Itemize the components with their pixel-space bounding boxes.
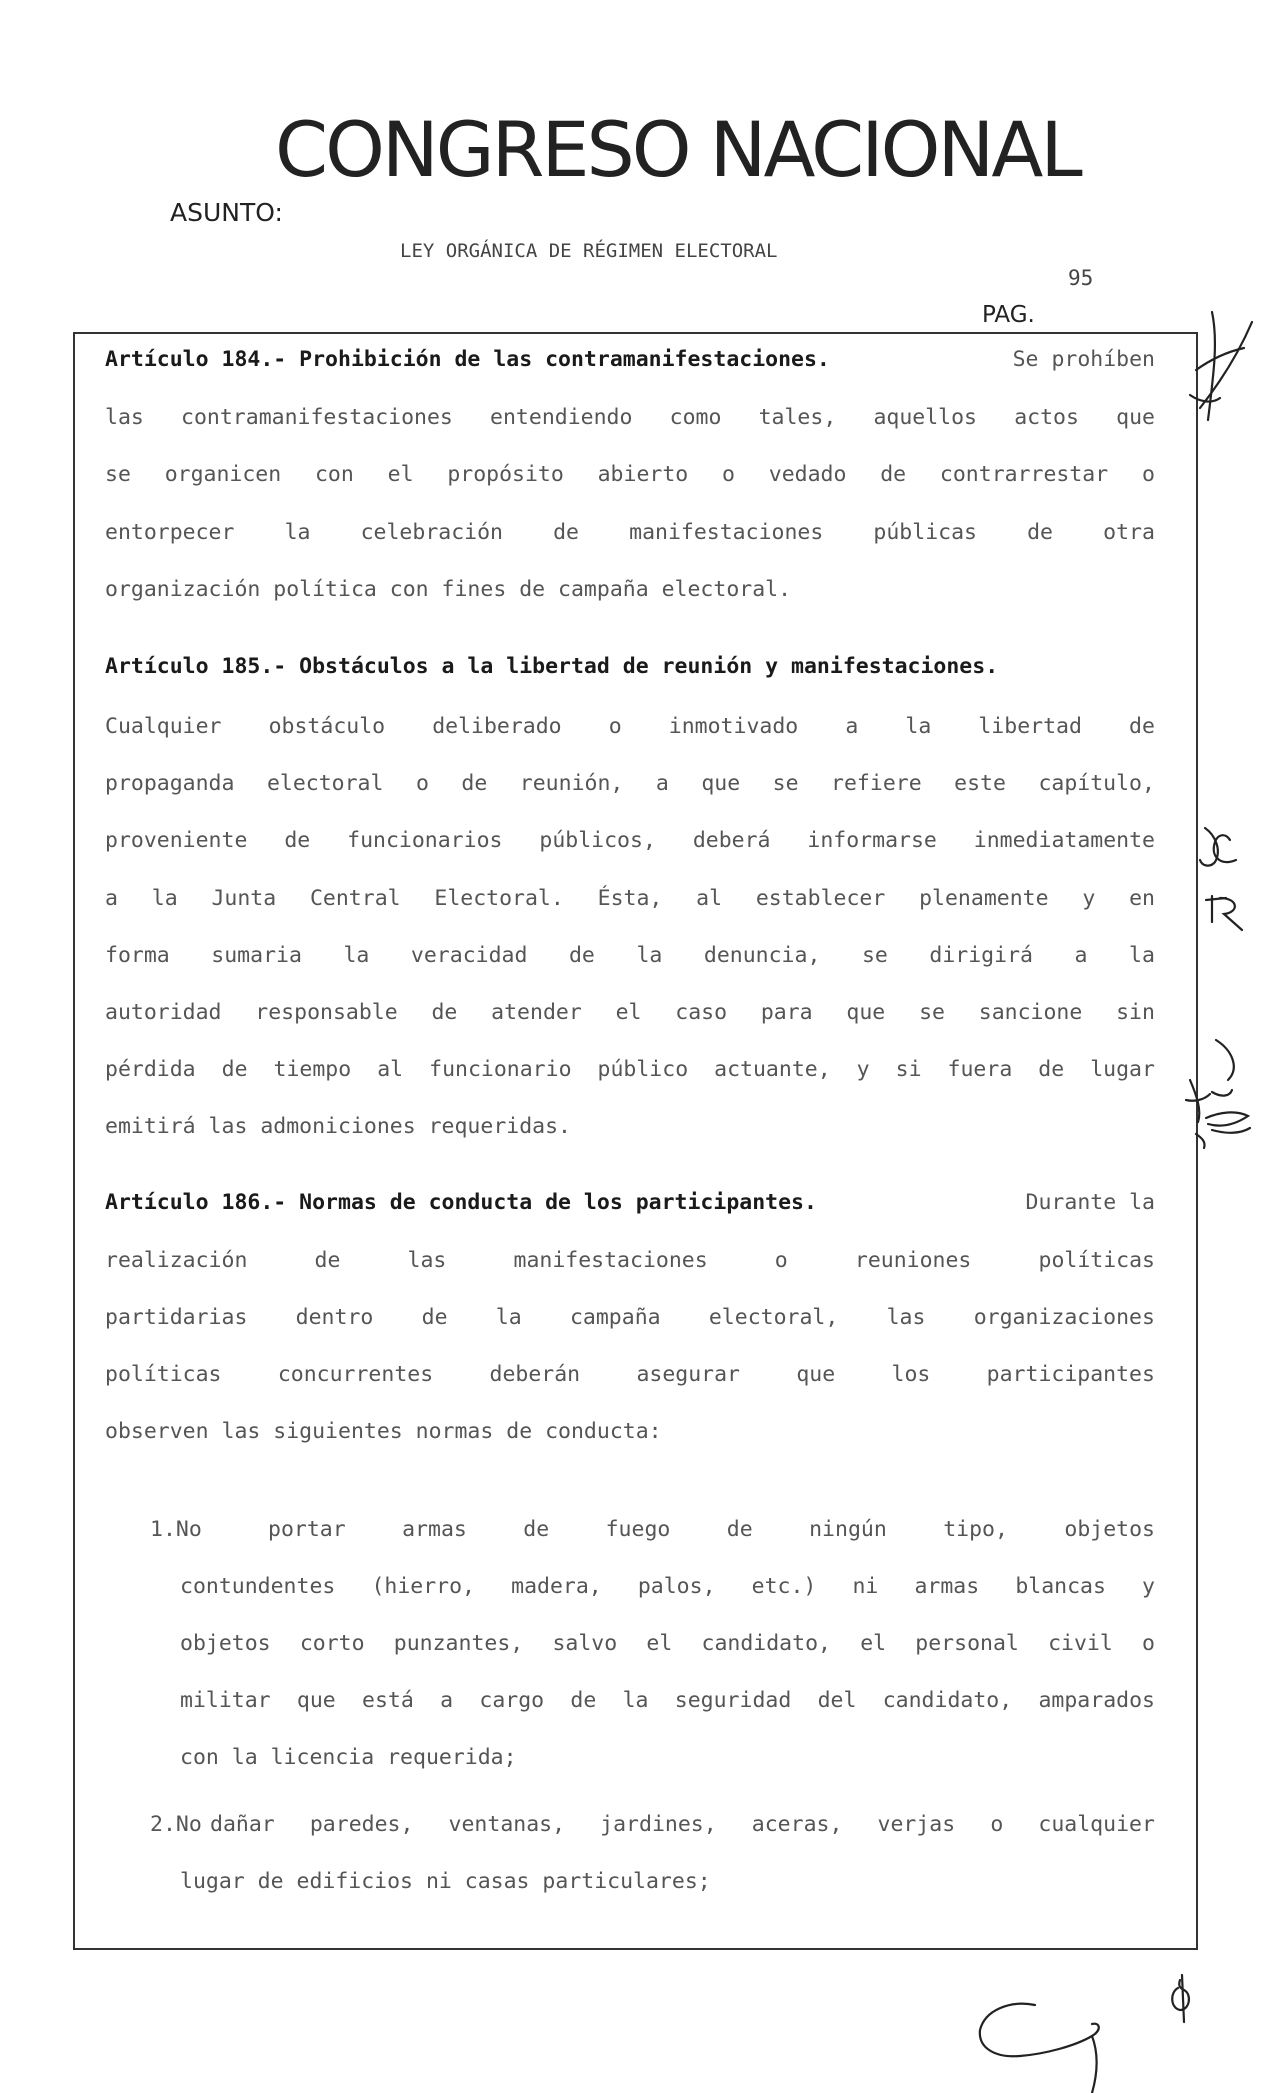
word: propaganda (105, 771, 235, 796)
word: manifestaciones (513, 1248, 708, 1273)
word: este (954, 771, 1006, 796)
word: candidato, (882, 1688, 1013, 1713)
word: que (296, 1688, 336, 1713)
word: deliberado (432, 714, 562, 739)
word: objetos (1064, 1517, 1155, 1542)
word: cargo (479, 1688, 545, 1713)
word: armas (402, 1517, 467, 1542)
word: funcionarios (347, 828, 503, 853)
page-number: 95 (1068, 266, 1094, 290)
word: inmotivado (668, 714, 799, 739)
word: proveniente (105, 828, 248, 853)
word: fuera (947, 1057, 1013, 1082)
word: de (1038, 1057, 1065, 1082)
word: la (622, 1688, 649, 1713)
word: responsable (255, 1000, 398, 1025)
word: dirigirá (929, 943, 1033, 968)
list-item-line: lugar de edificios ni casas particulares; (180, 1869, 711, 1894)
word: madera, (511, 1574, 602, 1599)
word: públicos, (539, 828, 656, 853)
word: Central (309, 886, 401, 911)
signature-mark-top (1190, 312, 1252, 420)
word: de (314, 1248, 341, 1273)
word: se (919, 1000, 945, 1025)
word: veracidad (410, 943, 528, 968)
word: aceras, (751, 1812, 843, 1837)
pag-label: PAG. (982, 302, 1035, 328)
word: la (636, 943, 663, 968)
word: de (431, 1000, 458, 1025)
document-subject: LEY ORGÁNICA DE RÉGIMEN ELECTORAL (400, 240, 778, 262)
word: caso (675, 1000, 728, 1025)
word: manifestaciones (629, 520, 824, 545)
word: contrarrestar (939, 462, 1109, 487)
word: capítulo, (1038, 771, 1155, 796)
word: otra (1103, 520, 1155, 545)
word: se (861, 943, 888, 968)
initials-mark-middle (1200, 828, 1242, 930)
word: la (343, 943, 370, 968)
word: ningún (809, 1517, 887, 1542)
word: los (891, 1362, 931, 1387)
word: entendiendo (490, 405, 633, 430)
word: si (895, 1057, 922, 1082)
word: o (608, 714, 622, 739)
word: tiempo (273, 1057, 352, 1082)
article-185-line: emitirá las admoniciones requeridas. (105, 1114, 571, 1139)
word: que (701, 771, 741, 796)
page-title: CONGRESO NACIONAL (275, 105, 1080, 194)
word: tales, (758, 405, 837, 430)
word: y (856, 1057, 870, 1082)
word: campaña (569, 1305, 661, 1330)
word: plenamente (919, 886, 1049, 911)
word: propósito (447, 462, 564, 487)
word: (hierro, (371, 1574, 476, 1599)
word: deberá (692, 828, 771, 853)
word: de (726, 1517, 753, 1542)
word: de (1129, 714, 1155, 739)
word: público (597, 1057, 689, 1082)
word: o (415, 771, 429, 796)
word: dentro (295, 1305, 374, 1330)
word: abierto (597, 462, 689, 487)
word: o (1142, 462, 1155, 487)
article-185-title: Artículo 185.- Obstáculos a la libertad de reunión y manifestaciones. (105, 654, 999, 679)
word: o (774, 1248, 788, 1273)
word: o (1142, 1631, 1155, 1656)
word: la (1129, 943, 1155, 968)
word: realización (105, 1248, 248, 1273)
word: que (1116, 405, 1155, 430)
word: de (568, 943, 595, 968)
word: como (669, 405, 722, 430)
word: al (377, 1057, 404, 1082)
word: palos, (637, 1574, 716, 1599)
word: Electoral. (434, 886, 564, 911)
word: reuniones (854, 1248, 972, 1273)
word: políticas (105, 1362, 222, 1387)
word: actuante, (714, 1057, 831, 1082)
word: inmediatamente (973, 828, 1155, 853)
list-item-line: con la licencia requerida; (180, 1745, 517, 1770)
word: actos (1014, 405, 1079, 430)
word: el (387, 462, 414, 487)
word: a (845, 714, 859, 739)
word: portar (268, 1517, 346, 1542)
word: paredes, (309, 1812, 414, 1837)
word: funcionario (429, 1057, 572, 1082)
word: públicas (873, 520, 977, 545)
word: la (151, 886, 178, 911)
word: asegurar (636, 1362, 740, 1387)
word: civil (1048, 1631, 1113, 1656)
word: la (284, 520, 311, 545)
word: a (440, 1688, 454, 1713)
word: punzantes, (393, 1631, 524, 1656)
word: Ésta, (597, 886, 663, 911)
word: en (1129, 886, 1155, 911)
word: autoridad (105, 1000, 222, 1025)
word: o (722, 462, 735, 487)
word: las (105, 405, 144, 430)
word: personal (915, 1631, 1019, 1656)
word: establecer (755, 886, 886, 911)
word: etc.) (751, 1574, 817, 1599)
word: entorpecer (105, 520, 235, 545)
word: el (646, 1631, 673, 1656)
word: participantes (986, 1362, 1155, 1387)
word: de (284, 828, 311, 853)
word: partidarias (105, 1305, 248, 1330)
word: de (880, 462, 907, 487)
word: electoral (266, 771, 384, 796)
list-item-number: 2.No (150, 1812, 202, 1837)
word: fuego (605, 1517, 671, 1542)
article-184-line: organización política con fines de campaña electoral. (105, 577, 792, 602)
word: jardines, (600, 1812, 717, 1837)
word: a (105, 886, 118, 911)
word: amparados (1038, 1688, 1155, 1713)
word: sumaria (211, 943, 302, 968)
word: reunión, (519, 771, 624, 796)
word: que (796, 1362, 836, 1387)
word: denuncia, (703, 943, 821, 968)
word: al (696, 886, 723, 911)
word: pérdida (105, 1057, 196, 1082)
word: corto (299, 1631, 365, 1656)
asunto-label: ASUNTO: (170, 198, 283, 227)
word: a (1074, 943, 1088, 968)
word: de (523, 1517, 550, 1542)
word: sancione (978, 1000, 1083, 1025)
word: Cualquier (105, 714, 222, 739)
word: ventanas, (448, 1812, 566, 1837)
word: armas (914, 1574, 980, 1599)
word: de (461, 771, 488, 796)
word: militar (180, 1688, 271, 1713)
word: aquellos (873, 405, 978, 430)
word: que (846, 1000, 886, 1025)
word: forma (105, 943, 170, 968)
word: o (990, 1812, 1004, 1837)
word: libertad (978, 714, 1082, 739)
word: está (362, 1688, 414, 1713)
word: el (860, 1631, 887, 1656)
word: concurrentes (277, 1362, 434, 1387)
word: candidato, (701, 1631, 831, 1656)
word: con (314, 462, 354, 487)
word: el (615, 1000, 642, 1025)
word: seguridad (674, 1688, 792, 1713)
word: dañar (210, 1812, 275, 1837)
word: celebración (360, 520, 503, 545)
word: las (886, 1305, 926, 1330)
word: a (655, 771, 669, 796)
word: y (1082, 886, 1096, 911)
article-186-line: observen las siguientes normas de conducta: (105, 1419, 662, 1444)
word: la (495, 1305, 522, 1330)
word: de (553, 520, 579, 545)
word: se (105, 462, 131, 487)
word: contundentes (180, 1574, 336, 1599)
word: lugar (1090, 1057, 1155, 1082)
article-184-title: Artículo 184.- Prohibición de las contramanifestaciones. (105, 347, 830, 372)
word: para (760, 1000, 813, 1025)
article-184-text: Se prohíben (1012, 347, 1155, 372)
word: verjas (877, 1812, 956, 1837)
word: contramanifestaciones (181, 405, 453, 430)
word: salvo (552, 1631, 618, 1656)
word: y (1142, 1574, 1155, 1599)
word: Junta (211, 886, 277, 911)
word: blancas (1015, 1574, 1106, 1599)
word: del (817, 1688, 857, 1713)
word: cualquier (1038, 1812, 1155, 1837)
initials-mark-rotated (1186, 1080, 1210, 1148)
word: informarse (807, 828, 937, 853)
article-186-text: Durante la (1025, 1190, 1155, 1215)
word: de (221, 1057, 248, 1082)
word: políticas (1038, 1248, 1155, 1273)
word: organicen (164, 462, 282, 487)
word: de (1027, 520, 1053, 545)
word: vedado (768, 462, 847, 487)
word: atender (491, 1000, 582, 1025)
word: las (407, 1248, 447, 1273)
signature-mark-bottom (980, 2004, 1099, 2093)
word: de (570, 1688, 597, 1713)
mark-bottom-right (1172, 1975, 1189, 2022)
word: electoral, (708, 1305, 839, 1330)
word: objetos (180, 1631, 271, 1656)
article-186-title: Artículo 186.- Normas de conducta de los participantes. (105, 1190, 817, 1215)
word: tipo, (943, 1517, 1008, 1542)
word: se (772, 771, 799, 796)
word: organizaciones (973, 1305, 1155, 1330)
initials-mark-lower (1206, 1040, 1250, 1133)
word: ni (852, 1574, 879, 1599)
word: obstáculo (268, 714, 386, 739)
word: deberán (489, 1362, 581, 1387)
word: de (421, 1305, 448, 1330)
word: la (905, 714, 932, 739)
list-item-number: 1.No (150, 1517, 202, 1542)
word: sin (1116, 1000, 1155, 1025)
word: refiere (831, 771, 922, 796)
